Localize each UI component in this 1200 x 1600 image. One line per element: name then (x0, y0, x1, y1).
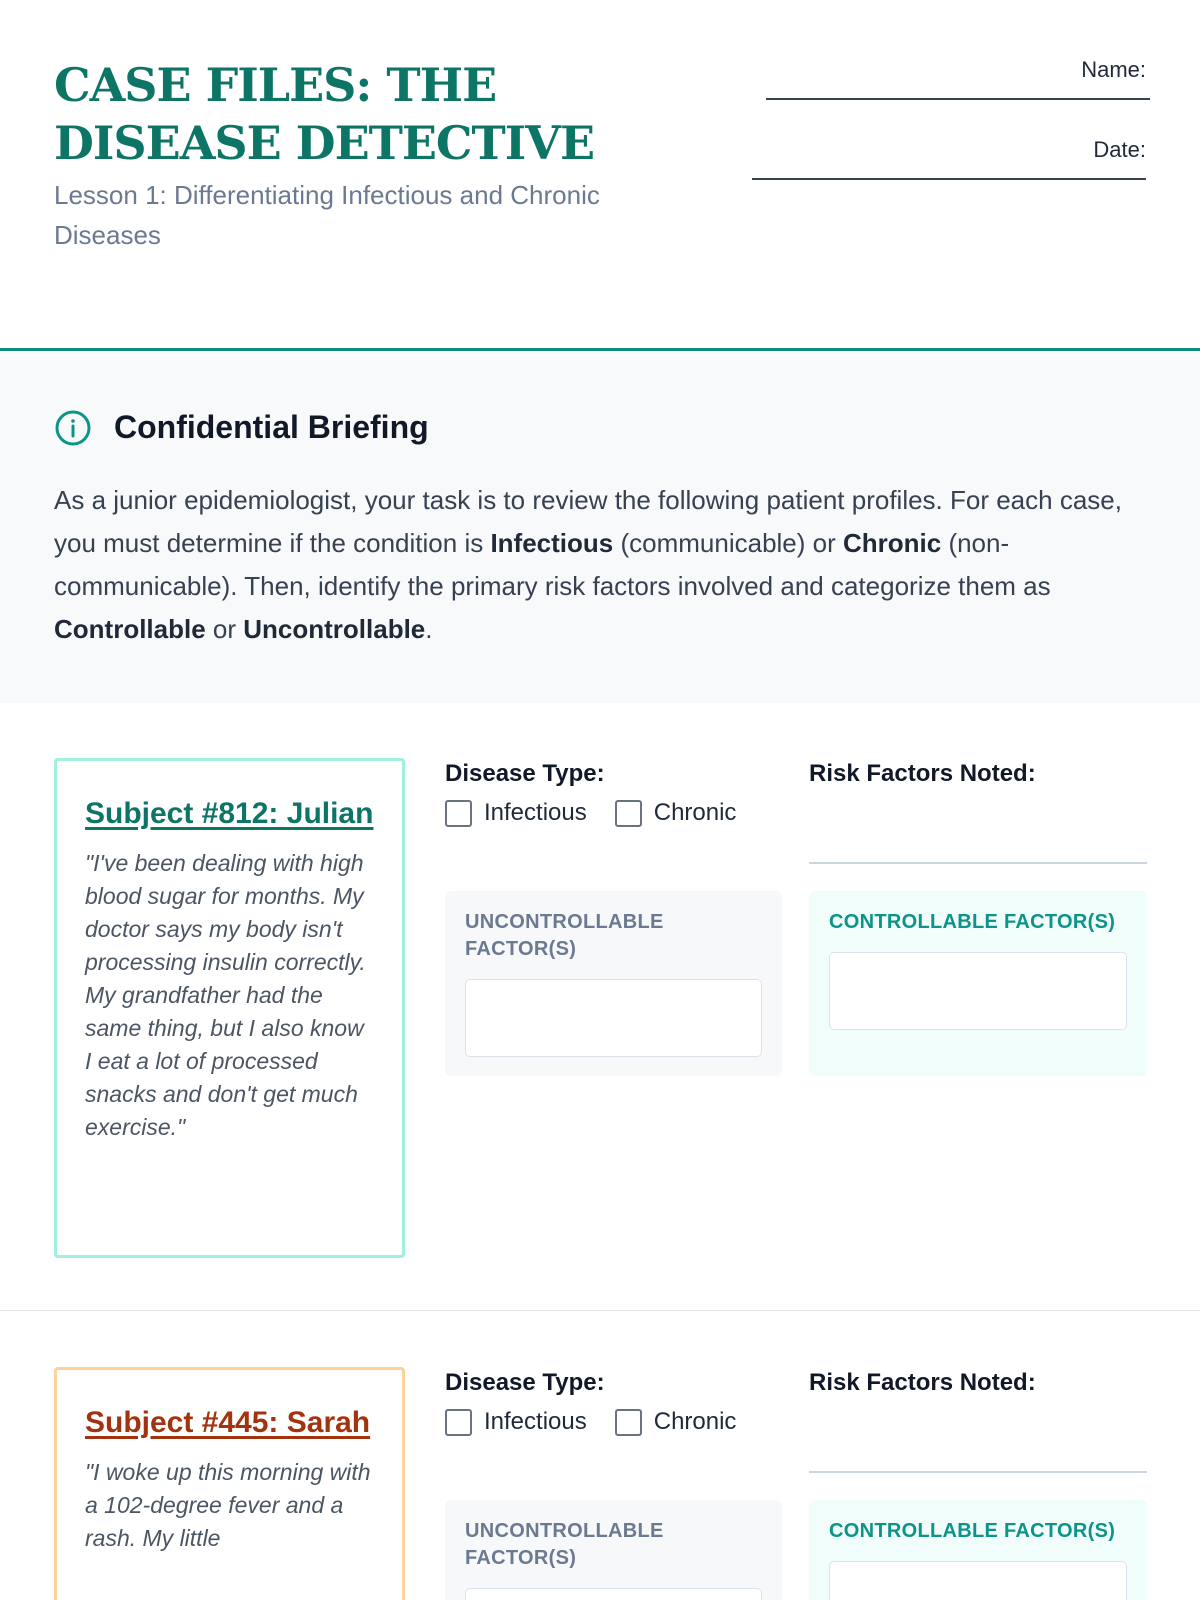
case-sarah (0, 1312, 1200, 1600)
name-field[interactable] (766, 56, 1146, 100)
subject-name: Subject #812: Julian (85, 797, 374, 830)
risk-factors-line[interactable] (809, 1471, 1147, 1473)
name-label: Name: (1081, 57, 1146, 82)
date-field[interactable] (746, 136, 1146, 180)
risk-factors-label: Risk Factors Noted: (809, 760, 1036, 787)
date-line[interactable] (752, 178, 1146, 180)
info-circle-icon (54, 409, 92, 447)
briefing-text: As a junior epidemiologist, your task is to review the following patient profiles. For each case, you must determine if the condition is Infectious (communicable) or Chronic (non-communicable). Then, identify the primary risk factors involved and categorize them as Controllable or Uncontrollable. (54, 485, 1122, 644)
page-title: CASE FILES: THE DISEASE DETECTIVE (54, 58, 595, 170)
subject-name: Subject #445: Sarah (85, 1406, 371, 1439)
chronic-option[interactable] (615, 1408, 737, 1436)
worksheet-header (0, 0, 1200, 351)
chronic-option[interactable] (615, 799, 737, 827)
uncontrollable-label: UNCONTROLLABLE FACTOR(S) (465, 911, 664, 960)
chronic-label: Chronic (653, 1408, 737, 1435)
uncontrollable-input[interactable] (465, 979, 762, 1057)
subject-card (54, 758, 405, 1258)
risk-factors-line[interactable] (809, 862, 1147, 864)
disease-type-options (445, 799, 764, 827)
disease-type-label: Disease Type: (445, 760, 605, 787)
name-line[interactable] (766, 98, 1150, 100)
chronic-checkbox[interactable] (615, 1409, 642, 1436)
patient-quote: "I've been dealing with high blood sugar for months. My doctor says my body isn't processing insulin correctly. My grandfather had the same thing, but I also know I eat a lot of processed snacks and don't get much exercise." (85, 850, 366, 1140)
infectious-label: Infectious (484, 1408, 587, 1435)
controllable-input[interactable] (829, 952, 1127, 1030)
case-julian (0, 703, 1200, 1311)
uncontrollable-box (445, 1500, 782, 1600)
uncontrollable-input[interactable] (465, 1588, 762, 1600)
controllable-box (809, 891, 1147, 1076)
disease-type-label: Disease Type: (445, 1369, 605, 1396)
infectious-label: Infectious (484, 799, 587, 826)
uncontrollable-label: UNCONTROLLABLE FACTOR(S) (465, 1520, 664, 1569)
controllable-label: CONTROLLABLE FACTOR(S) (829, 1520, 1116, 1542)
chronic-label: Chronic (653, 799, 737, 826)
chronic-checkbox[interactable] (615, 800, 642, 827)
controllable-label: CONTROLLABLE FACTOR(S) (829, 911, 1116, 933)
risk-factors-label: Risk Factors Noted: (809, 1369, 1036, 1396)
infectious-option[interactable] (445, 1408, 587, 1436)
briefing-title: Confidential Briefing (114, 409, 429, 445)
patient-quote: "I woke up this morning with a 102-degree fever and a rash. My little (85, 1459, 371, 1551)
briefing-section (0, 351, 1200, 703)
infectious-checkbox[interactable] (445, 800, 472, 827)
lesson-subtitle: Lesson 1: Differentiating Infectious and Chronic Diseases (54, 180, 600, 250)
infectious-option[interactable] (445, 799, 587, 827)
disease-type-options (445, 1408, 764, 1436)
controllable-box (809, 1500, 1147, 1600)
subject-card (54, 1367, 405, 1600)
infectious-checkbox[interactable] (445, 1409, 472, 1436)
date-label: Date: (1093, 137, 1146, 162)
controllable-input[interactable] (829, 1561, 1127, 1600)
uncontrollable-box (445, 891, 782, 1076)
